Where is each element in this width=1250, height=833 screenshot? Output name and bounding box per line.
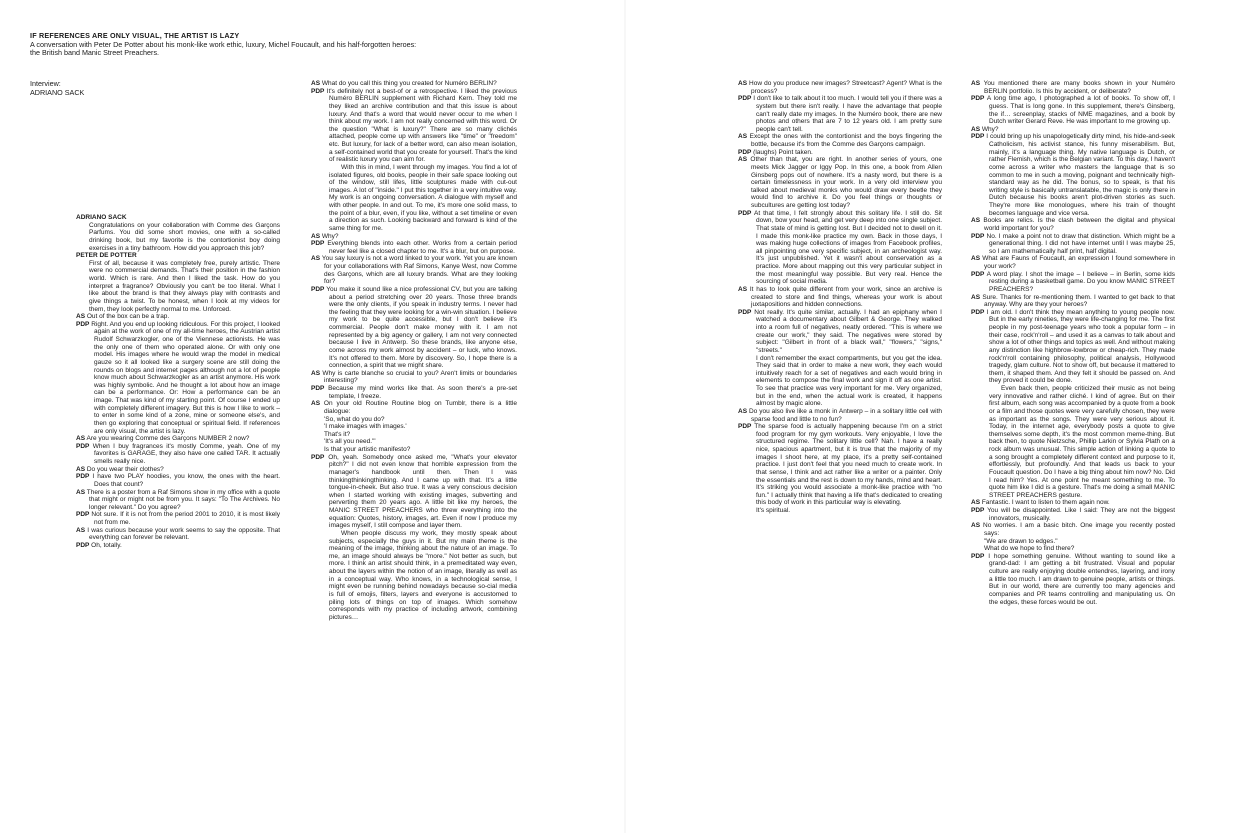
- text-column-1: [76, 214, 280, 634]
- paragraph: I don't remember the exact compartments, but you get the idea. They said that in order to make a new work, they each would intuitively reach for a set of negatives and each would bring in elements to compose the final work and sign it off as one artist. To see that practice was very important for me. Very organized, but in the end, when the actual work is created, it happens almost by magic alone.: [756, 354, 942, 408]
- dialogue-line: What do we hope to find there?: [984, 545, 1075, 553]
- article-header: [30, 32, 590, 58]
- answer: PDP Everything blends into each other. Works from a certain period never feel like a closed chapter to me. It's a blur, but on purpose.: [311, 240, 517, 255]
- dialogue-line: "We are drawn to edges.": [984, 537, 1058, 545]
- article-subtitle-line-2: the British band Manic Street Preachers.: [30, 48, 160, 58]
- question: AS Are you wearing Comme des Garçons NUMBER 2 now?: [76, 435, 250, 443]
- question: AS Why?: [971, 125, 999, 133]
- question: AS It has to look quite different from your work, since an archive is created to store and find things, whereas your work is about juxtapositions and hidden connections.: [738, 285, 942, 309]
- answer: PDP I have two PLAY hoodies, you know, the ones with the heart. Does that count?: [76, 473, 280, 488]
- question: AS What are Fauns of Foucault, an expression I found somewhere in your work?: [971, 255, 1175, 270]
- dialogue-line: That's it?: [324, 430, 351, 438]
- question: AS There is a poster from a Raf Simons show in my office with a quote that might or might not be from you. It says: "To The Archives. No longer relevant." Do you agree?: [76, 488, 280, 511]
- paragraph: Even back then, people criticized their music as not being very innovative and rather cliché. I kind of agree. But on their first album, each song was accompanied by a quote from a book or a film and those quotes were very carefully chosen, they were as important as the songs. They were very serious about it. Today, in the internet age, everybody posts a quote to give themselves some depth, it's the most common meme-thing. But back then, to quote Nietzsche, Phillip Larkin or Sylvia Plath on a rock album was unusual. This simple action of linking a quote to a song brought a completely different context and purpose to it, effortlessly, but profoundly. And that leads us back to your Foucault question. Do I have a big thing about him now? No. Did I read him? Yes. At one point he meant something to me. To quote him like I did is a gesture. That's me doing a small MANIC STREET PREACHERS gesture.: [989, 385, 1175, 499]
- dialogue-line: 'So, what do you do?: [324, 415, 385, 423]
- question: AS Do you wear their clothes?: [76, 465, 164, 473]
- speaker-name: PETER DE POTTER: [76, 252, 137, 260]
- question: AS What do you call this thing you created for Numéro BERLIN?: [311, 80, 497, 87]
- question: AS Why is carte blanche so crucial to you? Aren't limits or boundaries interesting?: [311, 369, 517, 385]
- paragraph: It's spiritual.: [756, 507, 791, 514]
- question: AS I was curious because your work seems to say the opposite. That everything can forever be relevant.: [76, 526, 280, 542]
- answer: PDP You make it sound like a nice professional CV, but you are talking about a period stretching over 20 years. Those three brands were the only clients, if you speak in industry terms. I never had the feeling that they were looking for a win-win situation. I believe my work to be quite accessible, but I don't believe it's commercial. People don't make money with it. I am not represented by a big agency or gallery, I am not very connected because I live in Antwerp. So these brands, like anyone else, come across my work almost by accident – or luck, who knows. It's not offered to them. More by discovery. So, I hope there is a connection, a spirit that we might share.: [311, 285, 517, 370]
- paragraph: With this in mind, I went through my images. You find a lot of isolated figures, old books, people in their safe space looking out of the window, still lifes, little sculptures made with cut-out images. A lot of "inside." I put this together in a very intuitive way. My work is an ongoing conversation. A dialogue with myself and with other people. In and out. To me, it's more one solid mass, to the point of a blur, even, if you like, without a set timeline or even a direction as such. Looking backward and forward is kind of the same thing for me.: [329, 163, 517, 232]
- answer: PDP Not really. It's quite similar, actually. I had an epiphany when I watched a documentary about Gilbert & George. They walked into a room full of negatives, neatly ordered. "This is where we create our work," they said. The negatives were stored by subject: "Gilbert in front of a black wall," "flowers," "signs," "streets.": [738, 308, 942, 354]
- text-column-4: [971, 80, 1175, 800]
- answer: PDP Right. And you end up looking ridiculous. For this project, I looked again at the work of one of my all-time heroes, the Austrian artist Rudolf Schwarzkogler, one of the Viennese actionists. He was the only one of them who operated alone. Or with only one model. His images where he would wrap the model in medical gauze so it all looked like a surgery scene are still doing the rounds on blogs and internet pages although not a lot of people know much about Schwarzkogler as an artist anymore. His work was highly symbolic. And he thought a lot about how an image can be a performance. Or: How a performance can be an image. That was kind of my starting point. Of course I ended up with completely different imagery. But this is how I like to work – to enter in some kind of a zone, mine or someone else's, and then go exploring that conceptual or spiritual field. If references are only visual, the artist is lazy.: [76, 320, 280, 435]
- question: AS You say luxury is not a word linked to your work. Yet you are known for your collaborations with Raf Simons, Kanye West, now Comme des Garçons, which are all luxury brands. What are they looking for?: [311, 255, 517, 286]
- answer: PDP It's definitely not a best-of or a retrospective. I liked the previous Numéro BERLIN supplement with Richard Kern. They told me they liked an archive contribution and that this issue is about luxury. And that's a word that would never occur to me when I think about my work. I am not really concerned with this word. Or the question "What is luxury?" There are so many clichés attached, people come up with answers like "time" or "freedom" etc. But luxury, for lack of a better word, can also mean isolation, a self-contained world that you create for yourself. That's the kind of realistic luxury you can aim for.: [311, 87, 517, 164]
- answer: PDP I hope something genuine. Without wanting to sound like a grand-dad: I am getting a bit frustrated. Visual and popular culture are really enjoying double entendres, layering, and irony a little too much. I am drawn to genuine people, artists or things. But in our world, there are currently too many agencies and companies and PR teams controlling and manipulating us. On the edges, these forces would be out.: [971, 552, 1175, 606]
- question: AS No worries. I am a basic bitch. One image you recently posted says:: [971, 522, 1175, 537]
- text-column-3: [738, 80, 942, 580]
- paragraph: First of all, because it was completely free, purely artistic. There were no commercial demands. That's their position in the fashion world. Which is rare. And then I liked the task. How do you interpret a fragrance? Obviously you can't be too literal. What I like about the brand is that they always play with contrasts and give things a twist. To be honest, when I look at my videos for them, they look perfectly normal to me. Unforced.: [89, 259, 280, 313]
- question: AS Except the ones with the contortionist and the boys fingering the bottle, because it's from the Comme des Garçons campaign.: [738, 133, 942, 148]
- dialogue-line: Is that your artistic manifesto?: [324, 446, 411, 453]
- question: AS Why?: [311, 232, 339, 240]
- answer: PDP The sparse food is actually happening because I'm on a strict food program for my gym workouts. Very enjoyable, I love the structured regime. The solitary little cell? Nah. I have a really nice, spacious apartment, but it is true that the majority of my images I shoot here, at my place, it's a pretty self-contained practice. I just don't feel that you need much to create work. In that sense, I think and act rather like a writer or a painter. Only the essentials and the rest is down to my hands, mind and heart. It's striking you would associate a monk-like practice with "no fun." I actually think that having a life that's dedicated to creating this body of work in this particular way is elevating.: [738, 423, 942, 507]
- article-subtitle-line-1: A conversation with Peter De Potter about his monk-like work ethic, luxury, Michel Foucault, and his half-forgotten heroes:: [30, 39, 417, 49]
- answer: PDP Oh, yeah. Somebody once asked me, "What's your elevator pitch?" I did not even know that horrible expression from the manager's handbook until then. Then I was thinkingthinkingthinking. And I came up with that. It's a little tongue-in-cheek. But also true. It was a very conscious decision when I started working with existing images, subverting and perverting them 20 years ago. A little bit like my heroes, the MANIC STREET PREACHERS who threw everything into the equation: Quotes, history, images, art. Even if now I produce my images myself, I still compose and layer them.: [311, 453, 517, 530]
- interview-credit: [30, 80, 84, 97]
- dialogue-line: 'It's all you need.'": [324, 438, 376, 446]
- question: AS You mentioned there are many books shown in your Numéro BERLIN portfolio. Is this by accident, or deliberate?: [971, 80, 1175, 95]
- question: AS Sure. Thanks for re-mentioning them. I wanted to get back to that anyway. Why are they your heroes?: [971, 293, 1175, 309]
- text-column-2: [311, 80, 517, 800]
- answer: PDP I am old. I don't think they mean anything to young people now. But in the early nineties, they were life-changing for me. The first people in my post-teenage years who took a popular form – in their case, rock'n'roll – and used it as a canvas to talk about and show a lot of other things and topics as well. And without making any distinction like highbrow-lowbrow or cheap-rich. They made rock'n'roll containing philosophy, political analysis, Hollywood tragedy, glam culture. Not to show off, but because it mattered to them, it shaped them. And they felt it should be passed on. And they proved it could be done.: [971, 308, 1175, 385]
- answer: PDP When I buy fragrances it's mostly Comme, yeah. One of my favorites is GARAGE, they also have one called TAR. It actually smells really nice.: [76, 442, 280, 465]
- answer: PDP A long time ago, I photographed a lot of books. To show off, I guess. That is long gone. In this supplement, there's Ginsberg, the if… screenplay, stacks of NME magazines, and a book by Dutch writer Gerard Reve. He was important to me growing up.: [971, 95, 1175, 126]
- answer: PDP I don't like to talk about it too much. I would tell you if there was a system but there isn't really. I have the advantage that people can't really date my images. In the Numéro book, there are new photos and others that are 7 to 12 years old. I am pretty sure people can't tell.: [738, 95, 942, 133]
- answer: PDP You will be disappointed. Like I said: They are not the biggest innovators, musically.: [971, 507, 1175, 522]
- question: AS Books are relics. Is the clash between the digital and physical world important for you?: [971, 217, 1175, 232]
- question: AS Do you also live like a monk in Antwerp – in a solitary little cell with sparse food and little to no fun?: [738, 407, 942, 423]
- credit-name: ADRIANO SACK: [30, 87, 85, 97]
- question: AS On your old Routine Routine blog on Tumblr, there is a little dialogue:: [311, 400, 517, 415]
- answer: PDP I could bring up his unapologetically dirty mind, his hide-and-seek Catholicism, his activist stance, his funny miserabilism. But, mainly, it's a language thing. My native language is Dutch, or rather Flemish, which is the Belgian variant. To this day, I haven't come across a writer who masters the language that is so common to me in such a moving, poignant and technically high-standard way as he did. The bonus, so to speak, is that his writing style is basically untranslatable, the magic is only there in Dutch because his books aren't plot-driven stories as such. They're more like monologues, where his train of thought becomes language and vice versa.: [971, 133, 1175, 217]
- answer: PDP Oh, totally.: [76, 541, 122, 549]
- answer: PDP At that time, I felt strongly about this solitary life. I still do. Sit down, bow your head, and get very deep into one single subject. That state of mind is getting lost. But I decided not to dwell on it. I made this monk-like practice my own. Back in those days, I was making huge collections of images from Facebook profiles, all pinpointing one very specific subject, in an archeologist way. It's just unpublished. Yet it wasn't about conservation as a practice. More about mapping out this very particular subject in the most meaningful way possible. But very real. Hence the sourcing of social media.: [738, 209, 942, 286]
- answer: PDP Because my mind works like that. As soon there's a pre-set template, I freeze.: [311, 385, 517, 400]
- paragraph: When people discuss my work, they mostly speak about subjects, especially the guys in it. But my main theme is the meaning of the image, thinking about the nature of an image. To me, an image should always be "more." Not better as such, but more. I think an artist should think, in a premeditated way even, about the layers within the notion of an image, literally as well as in a conceptual way. Who knows, in a technological sense, I might even be running behind nowadays because so-cial media is full of emojis, filters, layers and everyone is accustomed to piling lots of things on top of images. Which somehow corresponds with my practice of including artwork, combining pictures…: [329, 529, 517, 621]
- answer: PDP Not sure. If it is not from the period 2001 to 2010, it is most likely not from me.: [76, 511, 280, 526]
- answer: PDP A word play. I shot the image – I believe – in Berlin, some kids resting during a basketball game. Do you know MANIC STREET PREACHERS?: [971, 270, 1175, 293]
- answer: PDP (laughs) Point taken.: [738, 148, 813, 156]
- speaker-name: ADRIANO SACK: [76, 214, 127, 221]
- page-gutter: [624, 0, 626, 833]
- article-title: IF REFERENCES ARE ONLY VISUAL, THE ARTIST IS LAZY: [30, 31, 240, 40]
- answer: PDP No. I make a point not to draw that distinction. Which might be a generational thing. I did not have internet until I was maybe 25, so I am mathematically half print, half digital.: [971, 232, 1175, 255]
- paragraph: Congratulations on your collaboration with Comme des Garçons Parfums. You did some short movies, one with a so-called drinking book, but my favorite is the contortionist boy doing exercises in a tiny bathroom. How did you approach this job?: [89, 221, 280, 252]
- question: AS How do you produce new images? Streetcast? Agent? What is the process?: [738, 80, 942, 95]
- credit-label: Interview:: [30, 79, 61, 88]
- dialogue-line: 'I make images with images.': [324, 423, 407, 431]
- question: AS Other than that, you are right. In another series of yours, one meets Mick Jagger or Iggy Pop. In this one, a book from Allen Ginsberg pops out of nowhere. It's a nasty word, but there is a certain timelessness in your work. In a very old interview you talked about medieval monks who would draw every beetle they would find to archive it. Do you feel things or thoughts or subcultures are getting lost today?: [738, 156, 942, 209]
- question: AS Fantastic. I want to listen to them again now.: [971, 499, 1110, 507]
- question: AS Out of the box can be a trap.: [76, 313, 170, 321]
